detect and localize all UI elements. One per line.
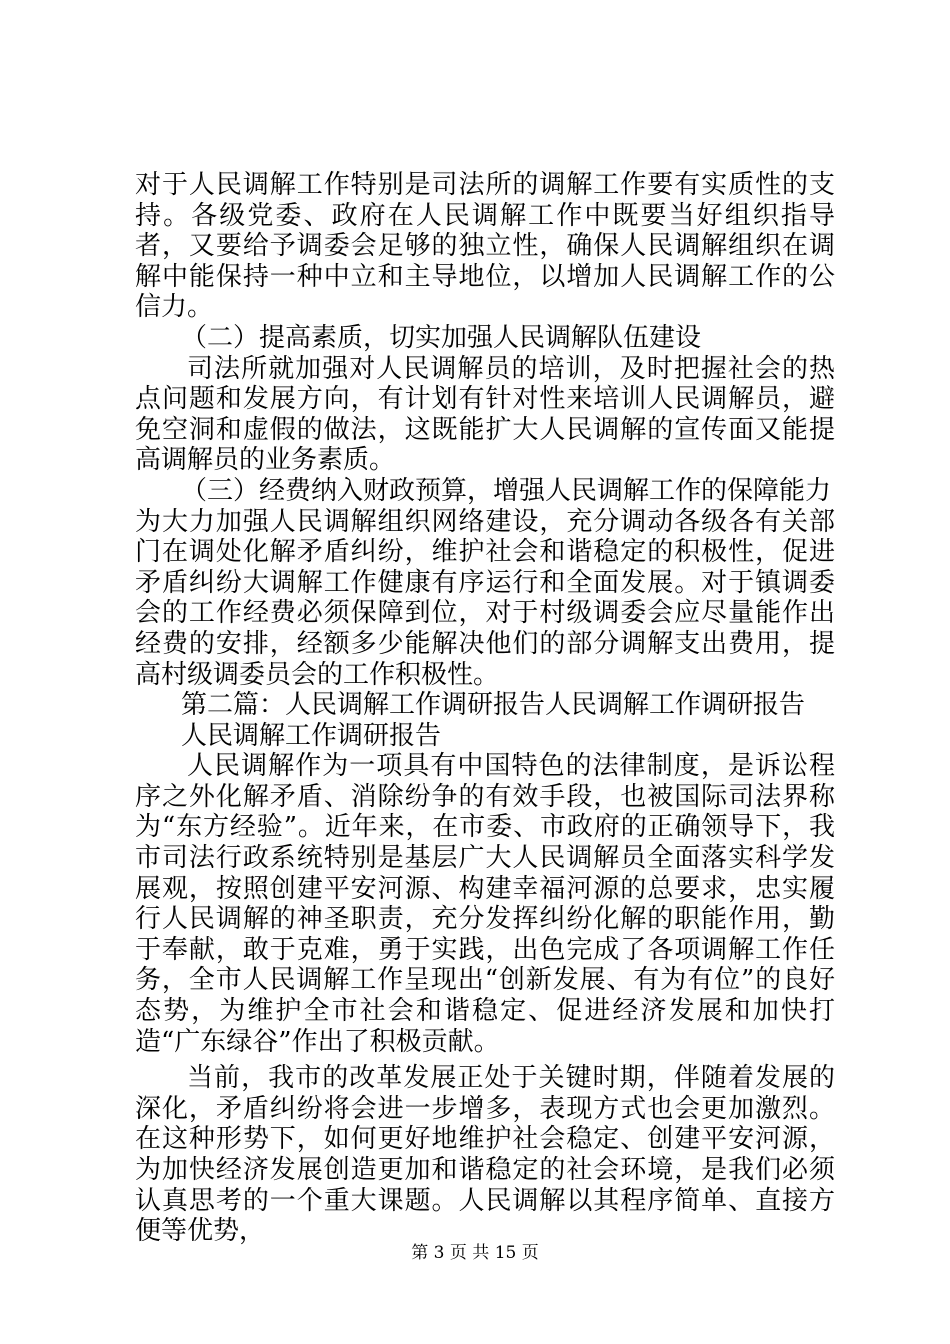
section-heading-3: （三）经费纳入财政预算，增强人民调解工作的保障能力	[181, 475, 832, 506]
paragraph-continuation: 对于人民调解工作特别是司法所的调解工作要有实质性的支持。各级党委、政府在人民调解工作中既要当好组织指导者，又要给予调委会足够的独立性，确保人民调解组织在调解中能保持一种中立和主导地位，以增加人民调解工作的公信力。	[135, 170, 835, 323]
paragraph-funding: 为大力加强人民调解组织网络建设，充分调动各级各有关部门在调处化解矛盾纠纷，维护社会和谐稳定的积极性，促进矛盾纠纷大调解工作健康有序运行和全面发展。对于镇调委会的工作经费必须保障到位，对于村级调委会应尽量能作出经费的安排，经额多少能解决他们的部分调解支出费用，提高村级调委员会的工作积极性。	[135, 506, 835, 690]
section-heading-2: （二）提高素质，切实加强人民调解队伍建设	[181, 322, 702, 353]
paragraph-current: 当前，我市的改革发展正处于关键时期，伴随着发展的深化，矛盾纠纷将会进一步增多，表现方式也会更加激烈。在这种形势下，如何更好地维护社会稳定、创建平安河源，为加快经济发展创造更加和谐稳定的社会环境，是我们必须认真思考的一个重大课题。人民调解以其程序简单、直接方便等优势，	[135, 1063, 835, 1247]
report-title: 人民调解工作调研报告	[181, 720, 442, 751]
paragraph-training: 司法所就加强对人民调解员的培训，及时把握社会的热点问题和发展方向，有计划有针对性来培训人民调解员，避免空洞和虚假的做法，这既能扩大人民调解的宣传面又能提高调解员的业务素质。	[135, 353, 835, 476]
paragraph-intro: 人民调解作为一项具有中国特色的法律制度，是诉讼程序之外化解矛盾、消除纷争的有效手段，也被国际司法界称为“东方经验”。近年来，在市委、市政府的正确领导下，我市司法行政系统特别是基层广大人民调解员全面落实科学发展观，按照创建平安河源、构建幸福河源的总要求，忠实履行人民调解的神圣职责，充分发挥纠纷化解的职能作用，勤于奉献，敢于克难，勇于实践，出色完成了各项调解工作任务，全市人民调解工作呈现出“创新发展、有为有位”的良好态势，为维护全市社会和谐稳定、促进经济发展和加快打造“广东绿谷”作出了积极贡献。	[135, 751, 835, 1057]
page-number-footer: 第 3 页 共 15 页	[411, 1243, 539, 1263]
document-body	[135, 170, 835, 1247]
chapter-title: 第二篇：人民调解工作调研报告人民调解工作调研报告	[181, 690, 806, 721]
